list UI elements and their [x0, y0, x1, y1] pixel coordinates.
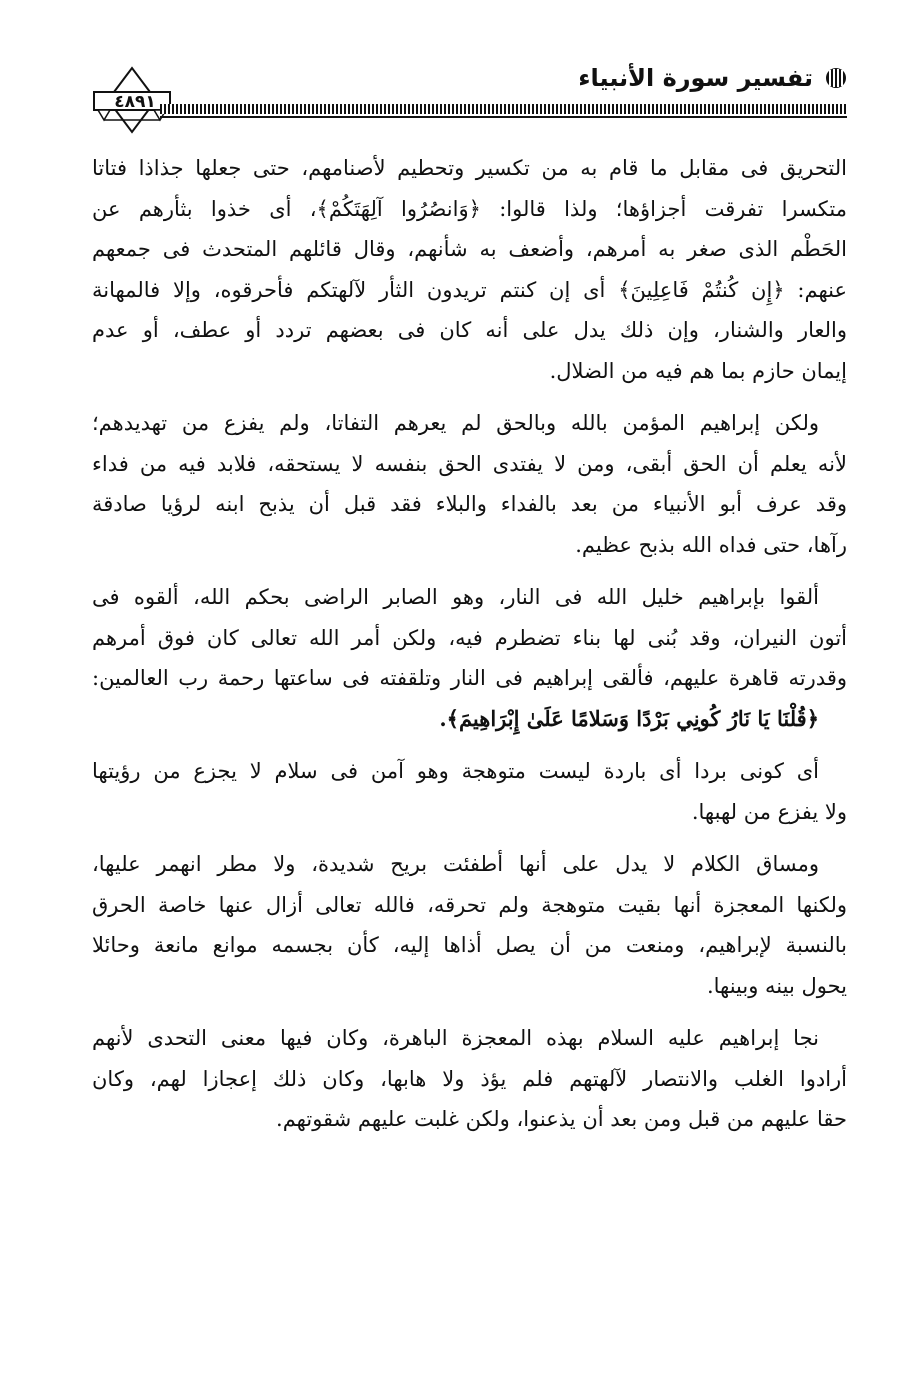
text-line: الحَطْم الذى صغر به أمرهم، وأضعف به شأنهم، وقال قائلهم المتحدث فى جمعهم: [92, 237, 847, 261]
paragraph: [92, 844, 847, 1006]
text-line: أرادوا الغلب والانتصار لآلهتهم فلم يؤذ ولا هابها، وكان ذلك إعجازا لهم، وكان: [92, 1066, 847, 1091]
text-line: وقدرته قاهرة عليهم، فألقى إبراهيم فى النار وتلقفته فى ساعتها رحمة رب العالمين:: [92, 666, 847, 690]
text-line: نجا إبراهيم عليه السلام بهذه المعجزة الباهرة، وكان فيها معنى التحدى لأنهم: [92, 1026, 819, 1050]
page-body: [92, 148, 847, 1152]
text-line: أى كونى بردا أى باردة ليست متوهجة وهو آمن فى سلام لا يجزع من رؤيتها: [92, 759, 819, 783]
running-header: [578, 58, 847, 98]
paragraph: [92, 148, 847, 391]
text-line: ولا يفزع من لهبها.: [691, 799, 847, 824]
text-line: ولكنها المعجزة أنها بقيت متوهجة ولم تحرقه، فالله تعالى أزال عنها خاصة الحرق: [92, 892, 847, 917]
paragraph: [92, 403, 847, 565]
page-number: ٤٨٩١: [114, 92, 156, 112]
text-line: والعار والشنار، وإن ذلك يدل على أنه كان فى بعضهم تردد أو عطف، أو عدم: [92, 318, 847, 342]
quran-verse-line: ﴿قُلْنَا يَا نَارُ كُونِي بَرْدًا وَسَلامًا عَلَىٰ إِبْرَاهِيمَ﴾.: [439, 705, 819, 731]
paragraph: [92, 577, 847, 739]
paragraph: [92, 751, 847, 832]
running-header-title: تفسير سورة الأنبياء: [578, 64, 813, 92]
text-line: متكسرا تفرقت أجزاؤها؛ ولذا قالوا: ﴿وَانصُرُوا آلِهَتَكُمْ﴾، أى خذوا بثأرهم عن: [92, 196, 847, 221]
text-line: يحول بينه وبينها.: [706, 973, 847, 998]
text-line: رآها، حتى فداه الله بذبح عظيم.: [575, 532, 847, 557]
text-line: ولكن إبراهيم المؤمن بالله وبالحق لم يعرهم التفاتا، ولم يفزع من تهديدهم؛: [92, 411, 819, 435]
text-line: ألقوا بإبراهيم خليل الله فى النار، وهو الصابر الراضى بحكم الله، ألقوه فى: [92, 585, 819, 609]
text-line: عنهم: ﴿إِن كُنتُمْ فَاعِلِينَ﴾ أى إن كنتم تريدون الثأر لآلهتكم فأحرقوه، وإلا فالمهانة: [92, 277, 847, 302]
text-line: لأنه يعلم أن الحق أبقى، ومن لا يفتدى الحق بنفسه لا يستحقه، فلابد فيه من فداء: [92, 451, 847, 476]
text-line: بالنسبة لإبراهيم، ومنعت من أن يصل أذاها إليه، كأن بجسمه موانع مانعة وحائلا: [92, 933, 847, 957]
header-rule-line: [160, 116, 847, 118]
text-line: وقد عرف أبو الأنبياء من بعد بالفداء والبلاء فقد قبل أن يذبح ابنه لرؤيا صادقة: [92, 492, 847, 516]
text-line: حقا عليهم من قبل ومن بعد أن يذعنوا، ولكن غلبت عليهم شقوتهم.: [276, 1107, 847, 1131]
text-line: أتون النيران، وقد بُنى لها بناء تضطرم فيه، ولكن أمر الله تعالى كان فوق أمرهم: [92, 625, 847, 650]
flower-ornament-icon: [825, 67, 847, 89]
text-line: إيمان حازم بما هم فيه من الضلال.: [549, 358, 847, 383]
text-line: التحريق فى مقابل ما قام به من تكسير وتحطيم لأصنامهم، حتى جعلها جذاذا فتاتا: [92, 156, 847, 180]
text-line: ومساق الكلام لا يدل على أنها أطفئت بريح شديدة، ولا مطر انهمر عليها،: [92, 852, 819, 876]
header-rule: [160, 104, 847, 114]
paragraph: [92, 1018, 847, 1140]
